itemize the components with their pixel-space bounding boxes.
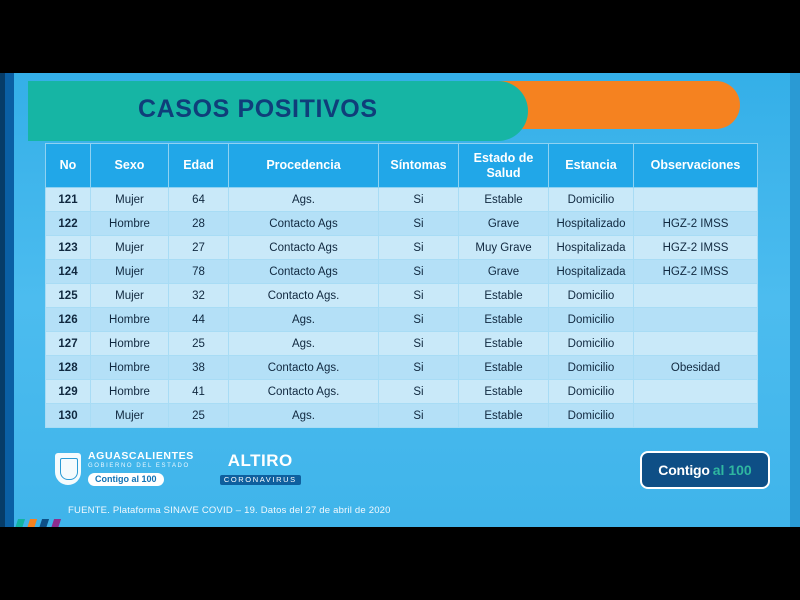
cell-estado-salud: Estable bbox=[459, 284, 549, 308]
table-row bbox=[46, 212, 758, 236]
coat-of-arms-icon bbox=[55, 453, 81, 485]
cell-sexo: Hombre bbox=[91, 212, 169, 236]
contigo-badge-number: al 100 bbox=[712, 462, 752, 478]
table-row bbox=[46, 404, 758, 428]
government-logo-line2: GOBIERNO DEL ESTADO bbox=[88, 462, 190, 469]
cell-observaciones bbox=[634, 308, 758, 332]
slide-body bbox=[0, 73, 800, 527]
cell-edad: 78 bbox=[169, 260, 229, 284]
cell-sintomas: Si bbox=[379, 404, 459, 428]
cell-procedencia: Contacto Ags bbox=[229, 236, 379, 260]
cell-sintomas: Si bbox=[379, 380, 459, 404]
cell-edad: 44 bbox=[169, 308, 229, 332]
government-logo-text bbox=[88, 451, 194, 487]
cell-no: 123 bbox=[46, 236, 91, 260]
altiro-logo-main: ALTIRO bbox=[227, 450, 293, 470]
cell-procedencia: Contacto Ags. bbox=[229, 380, 379, 404]
cell-estado-salud: Grave bbox=[459, 212, 549, 236]
table-row bbox=[46, 284, 758, 308]
cell-estancia: Hospitalizada bbox=[549, 236, 634, 260]
cell-sexo: Hombre bbox=[91, 332, 169, 356]
cell-no: 128 bbox=[46, 356, 91, 380]
cell-sexo: Mujer bbox=[91, 236, 169, 260]
government-logo bbox=[55, 451, 194, 487]
cell-estancia: Domicilio bbox=[549, 188, 634, 212]
cell-observaciones: HGZ-2 IMSS bbox=[634, 212, 758, 236]
column-header-estancia: Estancia bbox=[549, 144, 634, 188]
cell-sintomas: Si bbox=[379, 188, 459, 212]
cell-sexo: Mujer bbox=[91, 188, 169, 212]
column-header-sintomas: Síntomas bbox=[379, 144, 459, 188]
cell-estancia: Domicilio bbox=[549, 284, 634, 308]
cell-estado-salud: Estable bbox=[459, 308, 549, 332]
table-row bbox=[46, 356, 758, 380]
cell-observaciones: HGZ-2 IMSS bbox=[634, 236, 758, 260]
cell-no: 126 bbox=[46, 308, 91, 332]
table-row bbox=[46, 260, 758, 284]
table-row bbox=[46, 188, 758, 212]
column-header-edad: Edad bbox=[169, 144, 229, 188]
altiro-logo-sub: CORONAVIRUS bbox=[220, 475, 301, 485]
cell-no: 122 bbox=[46, 212, 91, 236]
cell-procedencia: Contacto Ags bbox=[229, 212, 379, 236]
cell-no: 129 bbox=[46, 380, 91, 404]
accent-bars bbox=[0, 519, 70, 527]
cell-sintomas: Si bbox=[379, 236, 459, 260]
cell-observaciones: HGZ-2 IMSS bbox=[634, 260, 758, 284]
cell-estado-salud: Estable bbox=[459, 380, 549, 404]
cell-estado-salud: Estable bbox=[459, 332, 549, 356]
cell-edad: 25 bbox=[169, 332, 229, 356]
cell-procedencia: Ags. bbox=[229, 404, 379, 428]
cell-sintomas: Si bbox=[379, 260, 459, 284]
table-row bbox=[46, 236, 758, 260]
cell-observaciones bbox=[634, 332, 758, 356]
cell-procedencia: Contacto Ags bbox=[229, 260, 379, 284]
cell-edad: 32 bbox=[169, 284, 229, 308]
cell-edad: 38 bbox=[169, 356, 229, 380]
cell-procedencia: Ags. bbox=[229, 308, 379, 332]
cell-sintomas: Si bbox=[379, 356, 459, 380]
cell-sexo: Mujer bbox=[91, 284, 169, 308]
cell-estancia: Hospitalizado bbox=[549, 212, 634, 236]
cell-edad: 27 bbox=[169, 236, 229, 260]
cell-no: 124 bbox=[46, 260, 91, 284]
right-edge-accent bbox=[790, 73, 800, 527]
column-header-sexo: Sexo bbox=[91, 144, 169, 188]
table-row bbox=[46, 332, 758, 356]
altiro-logo bbox=[220, 452, 301, 487]
cell-sexo: Hombre bbox=[91, 380, 169, 404]
column-header-procedencia: Procedencia bbox=[229, 144, 379, 188]
cell-estado-salud: Estable bbox=[459, 404, 549, 428]
source-note: FUENTE. Plataforma SINAVE COVID – 19. Datos del 27 de abril de 2020 bbox=[68, 505, 391, 516]
cell-sexo: Hombre bbox=[91, 308, 169, 332]
cell-estancia: Hospitalizada bbox=[549, 260, 634, 284]
cell-estancia: Domicilio bbox=[549, 332, 634, 356]
government-logo-line1: AGUASCALIENTES bbox=[88, 450, 194, 462]
cell-sintomas: Si bbox=[379, 284, 459, 308]
cases-table-container bbox=[45, 143, 757, 428]
cell-sexo: Mujer bbox=[91, 404, 169, 428]
accent-bar-teal bbox=[0, 519, 25, 527]
cell-estado-salud: Estable bbox=[459, 356, 549, 380]
cell-observaciones: Obesidad bbox=[634, 356, 758, 380]
cell-observaciones bbox=[634, 284, 758, 308]
government-logo-line3: Contigo al 100 bbox=[88, 473, 164, 485]
cases-table bbox=[45, 143, 758, 428]
cell-sexo: Hombre bbox=[91, 356, 169, 380]
cell-estado-salud: Grave bbox=[459, 260, 549, 284]
cell-procedencia: Ags. bbox=[229, 332, 379, 356]
cell-observaciones bbox=[634, 404, 758, 428]
contigo-badge-word: Contigo bbox=[658, 462, 710, 478]
table-header-row bbox=[46, 144, 758, 188]
table-row bbox=[46, 380, 758, 404]
cell-edad: 28 bbox=[169, 212, 229, 236]
footer-logos bbox=[55, 451, 301, 487]
cell-observaciones bbox=[634, 380, 758, 404]
cell-observaciones bbox=[634, 188, 758, 212]
cell-estancia: Domicilio bbox=[549, 308, 634, 332]
cell-edad: 64 bbox=[169, 188, 229, 212]
cell-sintomas: Si bbox=[379, 212, 459, 236]
column-header-observaciones: Observaciones bbox=[634, 144, 758, 188]
cell-sexo: Mujer bbox=[91, 260, 169, 284]
cell-no: 127 bbox=[46, 332, 91, 356]
cell-no: 121 bbox=[46, 188, 91, 212]
column-header-estado-de-salud: Estado de Salud bbox=[459, 144, 549, 188]
cell-edad: 41 bbox=[169, 380, 229, 404]
cell-procedencia: Contacto Ags. bbox=[229, 356, 379, 380]
cell-procedencia: Ags. bbox=[229, 188, 379, 212]
cell-no: 130 bbox=[46, 404, 91, 428]
page-title: CASOS POSITIVOS bbox=[138, 95, 378, 123]
table-row bbox=[46, 308, 758, 332]
cell-estancia: Domicilio bbox=[549, 380, 634, 404]
cell-procedencia: Contacto Ags. bbox=[229, 284, 379, 308]
cell-no: 125 bbox=[46, 284, 91, 308]
cell-estancia: Domicilio bbox=[549, 404, 634, 428]
cell-estado-salud: Muy Grave bbox=[459, 236, 549, 260]
contigo-al-100-badge bbox=[640, 451, 770, 489]
cell-sintomas: Si bbox=[379, 332, 459, 356]
cell-estancia: Domicilio bbox=[549, 356, 634, 380]
cell-sintomas: Si bbox=[379, 308, 459, 332]
column-header-no: No bbox=[46, 144, 91, 188]
cell-estado-salud: Estable bbox=[459, 188, 549, 212]
left-edge-accent-dark bbox=[0, 73, 5, 527]
cell-edad: 25 bbox=[169, 404, 229, 428]
